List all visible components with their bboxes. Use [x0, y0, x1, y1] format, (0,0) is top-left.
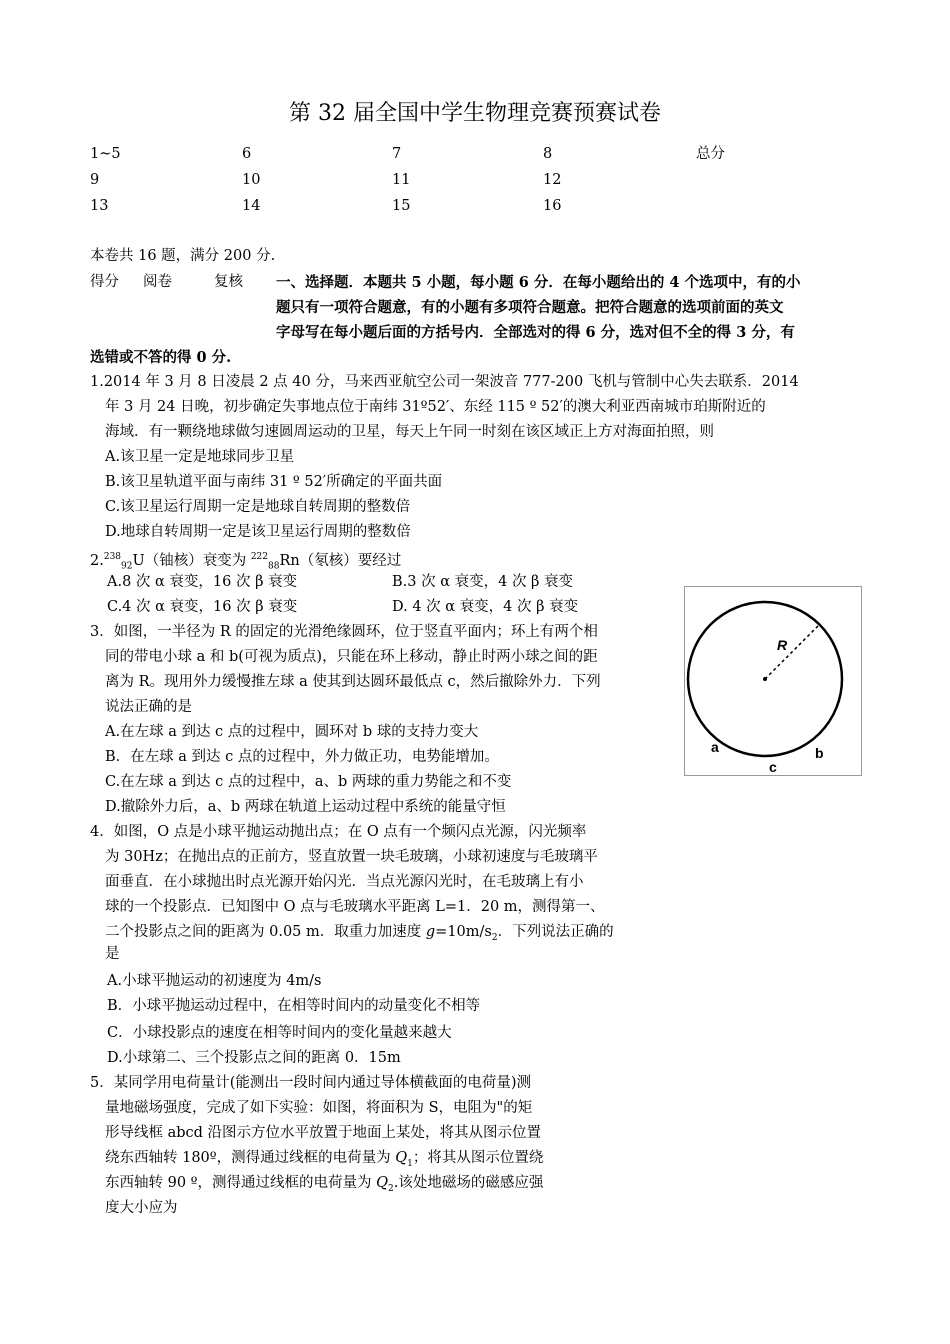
q2-option-c: C.4 次 α 衰变，16 次 β 衰变: [107, 599, 298, 615]
q5-stem: 量地磁场强度，完成了如下实验：如图，将面积为 S，电阻为"的矩: [105, 1100, 533, 1116]
q4-stem: 4．如图，O 点是小球平抛运动抛出点；在 O 点有一个频闪点光源，闪光频率: [90, 824, 587, 840]
q1-option-b: B.该卫星轨道平面与南纬 31 º 52′所确定的平面共面: [105, 474, 443, 490]
q3-figure: [684, 586, 862, 776]
q5-stem: 东西轴转 90 º，测得通过线框的电荷量为 $Q_2$.该处地磁场的磁感应强: [105, 1175, 544, 1194]
score-cell: 9: [90, 172, 100, 188]
q2-option-b: B.3 次 α 衰变，4 次 β 衰变: [392, 574, 574, 590]
q1-option-d: D.地球自转周期一定是该卫星运行周期的整数倍: [105, 524, 411, 540]
q4-stem: 为 30Hz；在抛出点的正前方，竖直放置一块毛玻璃，小球初速度与毛玻璃平: [105, 849, 598, 865]
q1-stem: 1.2014 年 3 月 8 日凌晨 2 点 40 分，马来西亚航空公司一架波音 777-200 飞机与管制中心失去联系．2014: [90, 374, 799, 390]
score-cell: 6: [242, 146, 252, 162]
section-instructions-line: 题只有一项符合题意，有的小题有多项符合题意。把符合题意的选项前面的英文: [276, 299, 784, 316]
q4-option-a: A.小球平抛运动的初速度为 4m/s: [107, 973, 322, 989]
q3-stem: 同的带电小球 a 和 b(可视为质点)，只能在环上移动，静止时两小球之间的距: [105, 649, 598, 665]
grading-score: 得分: [90, 274, 119, 290]
q5-stem: 5．某同学用电荷量计(能测出一段时间内通过导体横截面的电荷量)测: [90, 1075, 532, 1091]
score-cell: 11: [392, 172, 411, 188]
q4-option-d: D.小球第二、三个投影点之间的距离 0．15m: [107, 1050, 401, 1066]
q4-stem: 面垂直．在小球抛出时点光源开始闪光．当点光源闪光时，在毛玻璃上有小: [105, 874, 584, 890]
center-point: [763, 677, 767, 681]
q1-option-c: C.该卫星运行周期一定是地球自转周期的整数倍: [105, 499, 411, 515]
section-instructions-line: 一、选择题．本题共 5 小题，每小题 6 分．在每小题给出的 4 个选项中，有的小: [276, 274, 801, 291]
score-cell: 总分: [696, 146, 725, 162]
q1-stem: 年 3 月 24 日晚，初步确定失事地点位于南纬 31º52′、东经 115 º 52′的澳大利亚西南城市珀斯附近的: [105, 399, 766, 415]
score-cell: 15: [392, 198, 411, 214]
q1-option-a: A.该卫星一定是地球同步卫星: [105, 449, 295, 465]
q2-stem: 2.$^{238}_{92}$U（铀核）衰变为 $^{222}_{88}$Rn（氡核）要经过: [90, 552, 402, 572]
q3-option-d: D.撤除外力后，a、b 两球在轨道上运动过程中系统的能量守恒: [105, 799, 506, 815]
q3-stem: 说法正确的是: [105, 699, 192, 715]
score-cell: 1~5: [90, 146, 121, 162]
q2-option-a: A.8 次 α 衰变，16 次 β 衰变: [107, 574, 298, 590]
q3-option-c: C.在左球 a 到达 c 点的过程中，a、b 两球的重力势能之和不变: [105, 774, 512, 790]
score-cell: 12: [543, 172, 562, 188]
section-instructions-line: 选错或不答的得 0 分.: [90, 349, 232, 366]
score-cell: 14: [242, 198, 261, 214]
point-c-label: c: [769, 759, 777, 775]
q3-stem: 3．如图，一半径为 R 的固定的光滑绝缘圆环，位于竖直平面内；环上有两个相: [90, 624, 598, 640]
q4-option-b: B．小球平抛运动过程中，在相等时间内的动量变化不相等: [107, 998, 481, 1014]
ball-b-label: b: [815, 745, 824, 761]
q3-option-b: B．在左球 a 到达 c 点的过程中，外力做正功，电势能增加。: [105, 749, 499, 765]
score-cell: 16: [543, 198, 562, 214]
q4-stem: 是: [105, 946, 120, 962]
page-title: 第 32 届全国中学生物理竞赛预赛试卷: [289, 101, 661, 126]
ball-a-label: a: [711, 739, 719, 755]
score-cell: 13: [90, 198, 109, 214]
q4-option-c: C．小球投影点的速度在相等时间内的变化量越来越大: [107, 1025, 452, 1041]
grading-check: 复核: [214, 274, 243, 290]
q4-stem: 二个投影点之间的距离为 0.05 m．取重力加速度 $g=10m/s_2$．下列说法正确的: [105, 924, 614, 943]
q3-option-a: A.在左球 a 到达 c 点的过程中，圆环对 b 球的支持力变大: [105, 724, 479, 740]
q5-stem: 形导线框 abcd 沿图示方位水平放置于地面上某处，将其从图示位置: [105, 1125, 542, 1141]
q5-stem: 度大小应为: [105, 1200, 178, 1216]
score-cell: 10: [242, 172, 261, 188]
grading-reviewer: 阅卷: [143, 274, 172, 290]
intro-text: 本卷共 16 题，满分 200 分.: [90, 248, 276, 264]
q5-stem: 绕东西轴转 180º，测得通过线框的电荷量为 $Q_1$；将其从图示位置绕: [105, 1150, 544, 1169]
q3-stem: 离为 R。现用外力缓慢推左球 a 使其到达圆环最低点 c，然后撤除外力．下列: [105, 674, 601, 690]
section-instructions-line: 字母写在每小题后面的方括号内．全部选对的得 6 分，选对但不全的得 3 分，有: [276, 324, 795, 341]
score-cell: 7: [392, 146, 402, 162]
radius-line: [765, 625, 819, 679]
radius-label: R: [777, 637, 788, 653]
q2-option-d: D. 4 次 α 衰变，4 次 β 衰变: [392, 599, 579, 615]
q1-stem: 海域．有一颗绕地球做匀速圆周运动的卫星，每天上午同一时刻在该区域正上方对海面拍照，则: [105, 424, 714, 440]
q4-stem: 球的一个投影点．已知图中 O 点与毛玻璃水平距离 L=1．20 m，测得第一、: [105, 899, 605, 915]
score-cell: 8: [543, 146, 553, 162]
